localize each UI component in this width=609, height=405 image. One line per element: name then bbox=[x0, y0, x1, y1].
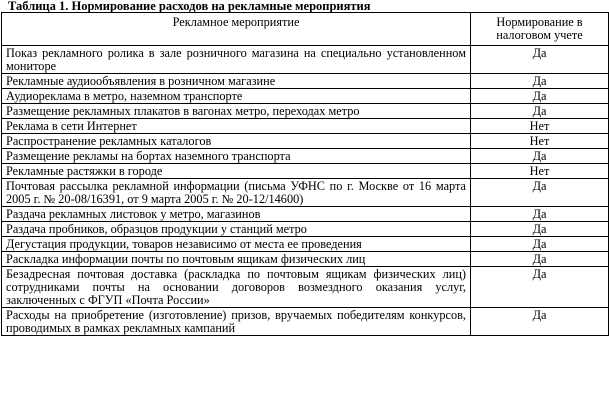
tax-norm-cell: Да bbox=[471, 308, 609, 336]
table-row bbox=[2, 134, 609, 149]
table-row bbox=[2, 89, 609, 104]
event-cell: Раскладка информации почты по почтовым ящикам физических лиц bbox=[2, 252, 471, 267]
table-row bbox=[2, 149, 609, 164]
column-header-tax-norm: Нормирование в налоговом учете bbox=[471, 13, 609, 46]
tax-norm-cell: Да bbox=[471, 46, 609, 74]
table-row bbox=[2, 46, 609, 74]
tax-norm-cell: Да bbox=[471, 149, 609, 164]
event-cell: Размещение рекламы на бортах наземного транспорта bbox=[2, 149, 471, 164]
tax-norm-cell: Да bbox=[471, 104, 609, 119]
tax-norm-cell: Да bbox=[471, 267, 609, 308]
table-row bbox=[2, 252, 609, 267]
event-cell: Рекламные растяжки в городе bbox=[2, 164, 471, 179]
tax-norm-cell: Да bbox=[471, 222, 609, 237]
tax-norm-cell: Нет bbox=[471, 164, 609, 179]
tax-norm-cell: Да bbox=[471, 179, 609, 207]
tax-norm-cell: Да bbox=[471, 89, 609, 104]
event-cell: Раздача пробников, образцов продукции у станций метро bbox=[2, 222, 471, 237]
tax-norm-cell: Да bbox=[471, 74, 609, 89]
event-cell: Размещение рекламных плакатов в вагонах метро, переходах метро bbox=[2, 104, 471, 119]
event-cell: Реклама в сети Интернет bbox=[2, 119, 471, 134]
column-header-event: Рекламное мероприятие bbox=[2, 13, 471, 46]
table-row bbox=[2, 308, 609, 336]
event-cell: Рекламные аудиообъявления в розничном магазине bbox=[2, 74, 471, 89]
event-cell: Расходы на приобретение (изготовление) призов, вручаемых победителям конкурсов, проводимых в рамках рекламных кампаний bbox=[2, 308, 471, 336]
table-header-row bbox=[2, 13, 609, 46]
event-cell: Распространение рекламных каталогов bbox=[2, 134, 471, 149]
table-row bbox=[2, 222, 609, 237]
table-row bbox=[2, 207, 609, 222]
tax-norm-cell: Нет bbox=[471, 134, 609, 149]
table-row bbox=[2, 179, 609, 207]
event-cell: Безадресная почтовая доставка (раскладка по почтовым ящикам физических лиц) сотрудниками почты на основании договоров возмездного оказания услуг, заключенных с ФГУП «Почта России» bbox=[2, 267, 471, 308]
tax-norm-cell: Да bbox=[471, 237, 609, 252]
event-cell: Аудиореклама в метро, наземном транспорте bbox=[2, 89, 471, 104]
table-title: Таблица 1. Нормирование расходов на рекламные мероприятия bbox=[8, 0, 371, 13]
table-row bbox=[2, 164, 609, 179]
table-row bbox=[2, 119, 609, 134]
event-cell: Показ рекламного ролика в зале розничного магазина на специально установленном мониторе bbox=[2, 46, 471, 74]
table-row bbox=[2, 104, 609, 119]
event-cell: Дегустация продукции, товаров независимо от места ее проведения bbox=[2, 237, 471, 252]
table-row bbox=[2, 74, 609, 89]
tax-norm-cell: Да bbox=[471, 207, 609, 222]
tax-norm-cell: Нет bbox=[471, 119, 609, 134]
table-row bbox=[2, 237, 609, 252]
tax-norm-cell: Да bbox=[471, 252, 609, 267]
advertising-expenses-table bbox=[1, 12, 609, 336]
table-row bbox=[2, 267, 609, 308]
event-cell: Почтовая рассылка рекламной информации (письма УФНС по г. Москве от 16 марта 2005 г. № 20-08/16391, от 9 марта 2005 г. № 20-12/14600) bbox=[2, 179, 471, 207]
event-cell: Раздача рекламных листовок у метро, магазинов bbox=[2, 207, 471, 222]
